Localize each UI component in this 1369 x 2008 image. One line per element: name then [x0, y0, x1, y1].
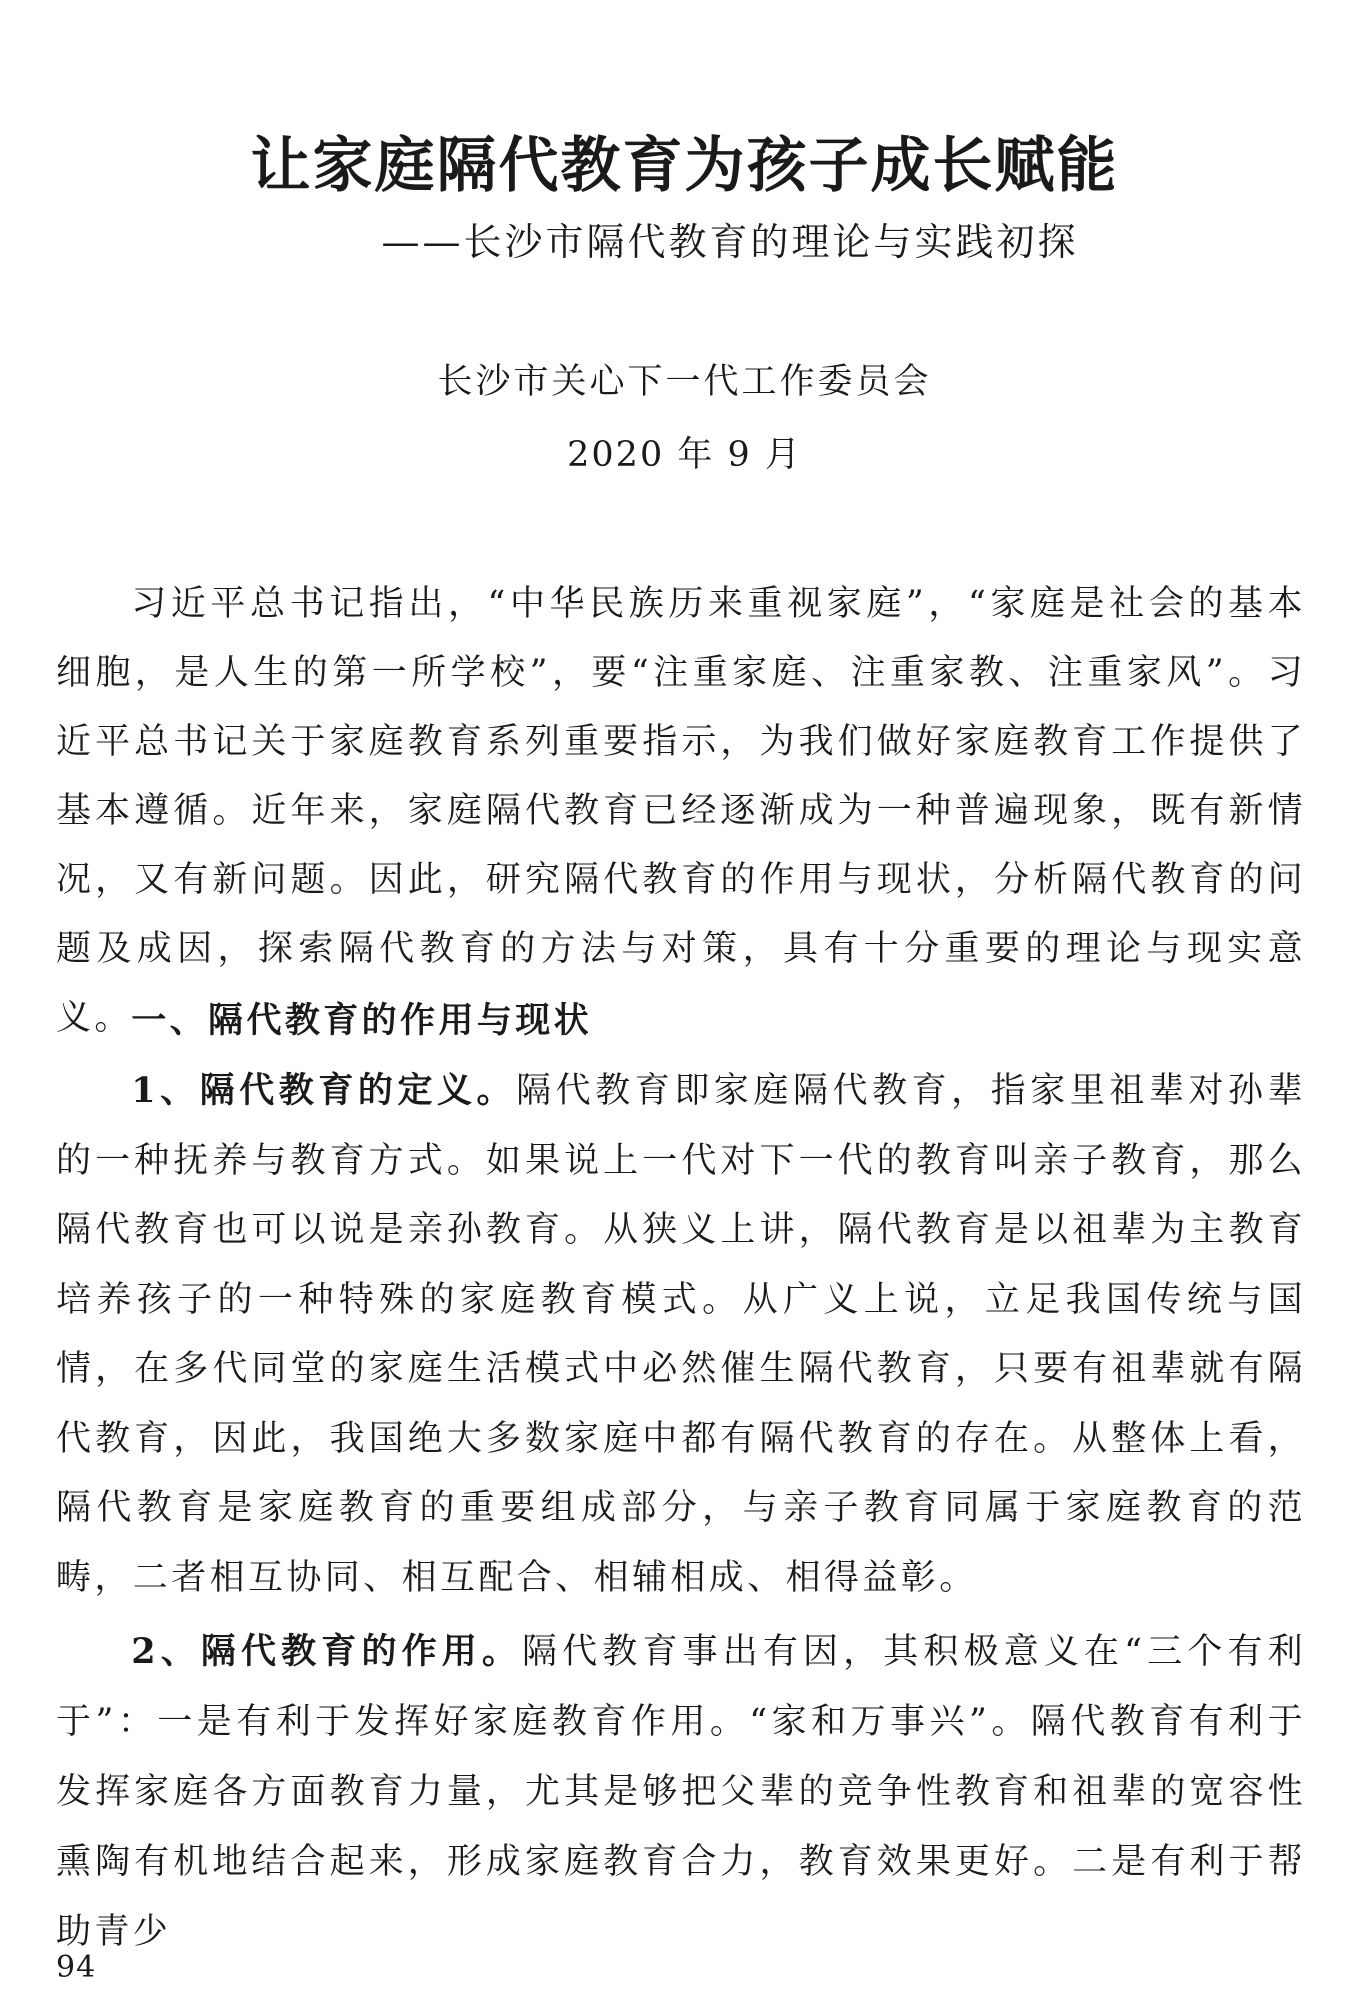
section-heading-block	[56, 986, 1306, 1056]
paragraph-lead: 1、隔代教育的定义。	[131, 1070, 517, 1111]
intro-paragraph	[56, 570, 1306, 1053]
document-author: 长沙市关心下一代工作委员会	[437, 362, 932, 402]
paragraph-lead: 2、隔代教育的作用。	[131, 1631, 523, 1672]
role-paragraph	[56, 1617, 1306, 1967]
paragraph-text: 习近平总书记指出，“中华民族历来重视家庭”，“家庭是社会的基本细胞，是人生的第一所学校”，要“注重家庭、注重家教、注重家风”。习近平总书记关于家庭教育系列重要指示，为我们做好家庭教育工作提供了基本遵循。近年来，家庭隔代教育已经逐渐成为一种普遍现象，既有新情况，又有新问题。因此，研究隔代教育的作用与现状，分析隔代教育的问题及成因，探索隔代教育的方法与对策，具有十分重要的理论与现实意义。	[56, 584, 1306, 1038]
document-subtitle: ——长沙市隔代教育的理论与实践初探	[381, 220, 1079, 264]
document-date: 2020 年 9 月	[567, 435, 802, 475]
section-heading: 一、隔代教育的作用与现状	[131, 1000, 593, 1041]
definition-paragraph	[56, 1056, 1306, 1613]
document-title: 让家庭隔代教育为孩子成长赋能	[250, 131, 1119, 201]
paragraph-text: 隔代教育即家庭隔代教育，指家里祖辈对孙辈的一种抚养与教育方式。如果说上一代对下一代的教育叫亲子教育，那么隔代教育也可以说是亲孙教育。从狭义上讲，隔代教育是以祖辈为主教育培养孩子的一种特殊的家庭教育模式。从广义上说，立足我国传统与国情，在多代同堂的家庭生活模式中必然催生隔代教育，只要有祖辈就有隔代教育，因此，我国绝大多数家庭中都有隔代教育的存在。从整体上看，隔代教育是家庭教育的重要组成部分，与亲子教育同属于家庭教育的范畴，二者相互协同、相互配合、相辅相成、相得益彰。	[56, 1071, 1306, 1598]
page-number: 94	[56, 1950, 97, 1985]
paragraph-text: 隔代教育事出有因，其积极意义在“三个有利于”：一是有利于发挥好家庭教育作用。“家和万事兴”。隔代教育有利于发挥家庭各方面教育力量，尤其是够把父辈的竞争性教育和祖辈的宽容性熏陶有机地结合起来，形成家庭教育合力，教育效果更好。二是有利于帮助青少	[56, 1632, 1306, 1952]
